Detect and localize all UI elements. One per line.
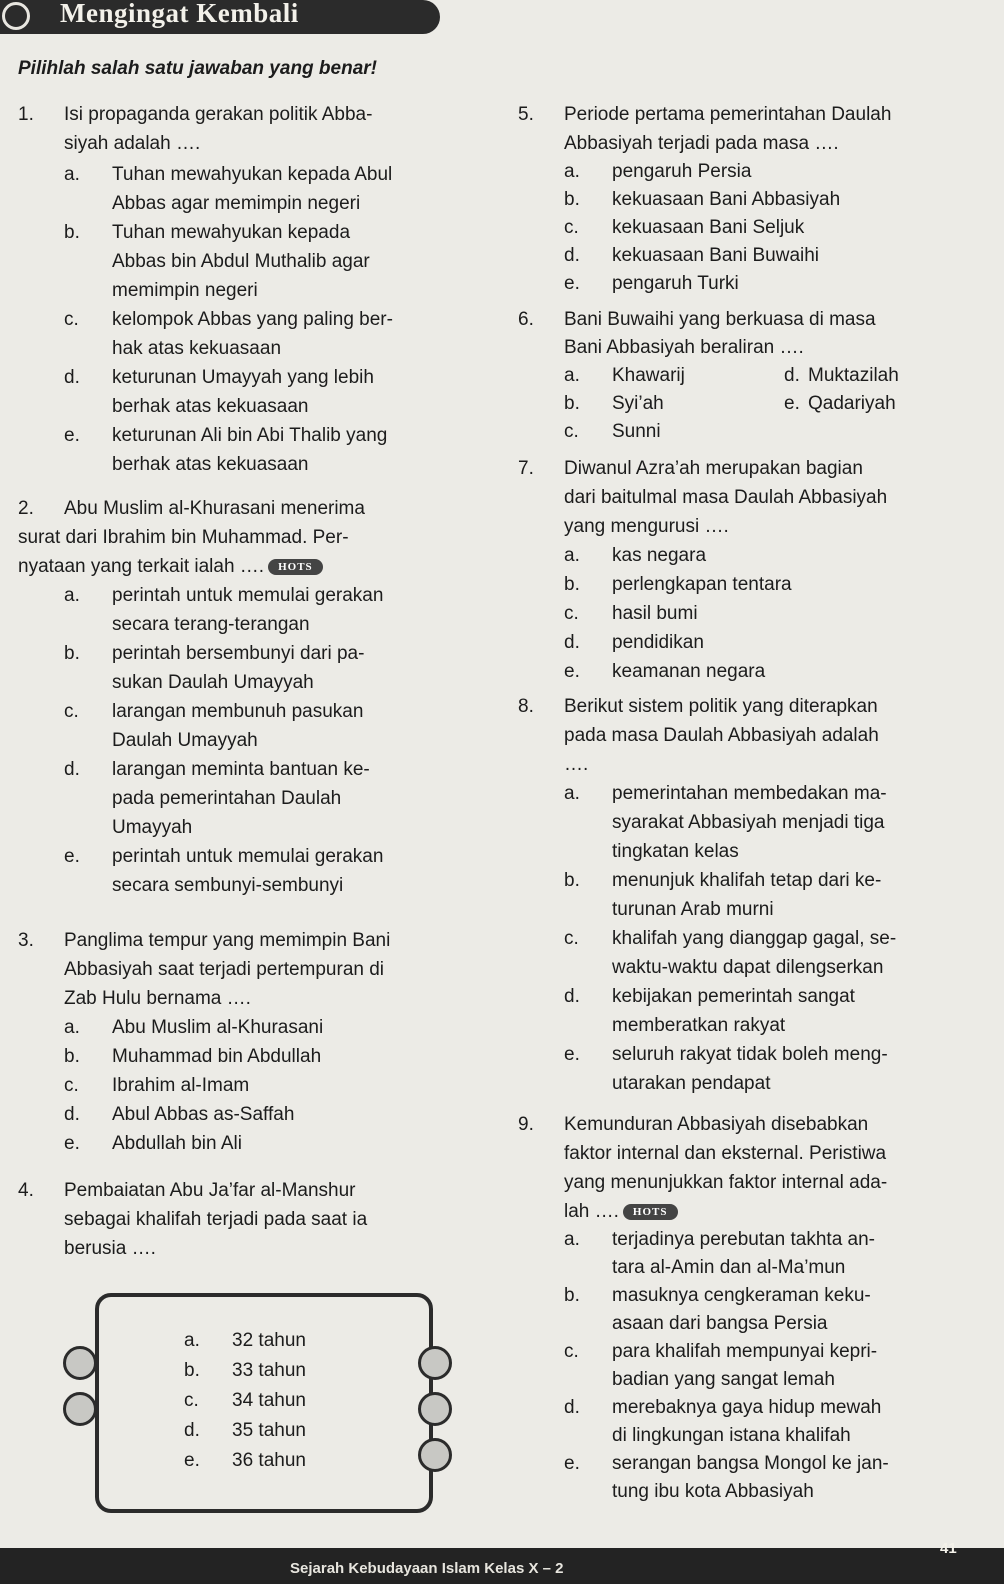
option-letter: e.: [64, 846, 80, 867]
option-text: berhak atas kekuasaan: [112, 454, 309, 475]
option-text: perintah untuk memulai gerakan: [112, 846, 384, 867]
option-letter: c.: [64, 309, 79, 330]
option-c[interactable]: [64, 697, 458, 755]
option-letter: c.: [564, 928, 579, 949]
option-a[interactable]: [564, 779, 958, 866]
option-text: keturunan Ali bin Abi Thalib yang: [112, 425, 388, 446]
frame-bead-icon: [63, 1346, 97, 1380]
option-text: Muhammad bin Abdullah: [112, 1046, 322, 1067]
option-letter: d.: [64, 367, 80, 388]
option-c[interactable]: [564, 1338, 958, 1394]
question-text: surat dari Ibrahim bin Muhammad. Per-: [18, 527, 349, 548]
option-d[interactable]: [564, 982, 958, 1040]
option-text: pada pemerintahan Daulah: [112, 788, 342, 809]
option-letter: d.: [784, 365, 800, 386]
frame-bead-icon: [418, 1438, 452, 1472]
frame-bead-icon: [63, 1392, 97, 1426]
option-text: tung ibu kota Abbasiyah: [612, 1481, 814, 1502]
option-b[interactable]: [64, 639, 458, 697]
page-number: 41: [940, 1540, 957, 1557]
question-text: dari baitulmal masa Daulah Abbasiyah: [564, 487, 888, 508]
option-text: larangan membunuh pasukan: [112, 701, 364, 722]
option-e[interactable]: [64, 842, 458, 900]
option-letter: b.: [564, 574, 580, 595]
option-text: Muktazilah: [808, 365, 899, 386]
option-d[interactable]: [564, 1394, 958, 1450]
option-text: khalifah yang dianggap gagal, se-: [612, 928, 897, 949]
option-text: serangan bangsa Mongol ke jan-: [612, 1453, 889, 1474]
option-letter: e.: [784, 393, 800, 414]
option-letter: c.: [564, 421, 579, 442]
option-letter: b.: [64, 643, 80, 664]
question-4: [18, 1176, 458, 1263]
question-text: nyataan yang terkait ialah ….: [18, 556, 265, 577]
option-text: Abbas agar memimpin negeri: [112, 193, 361, 214]
option-text: 32 tahun: [232, 1330, 306, 1351]
option-letter: e.: [184, 1450, 200, 1471]
option-text: berhak atas kekuasaan: [112, 396, 309, 417]
question-7: [518, 454, 958, 686]
option-text: sukan Daulah Umayyah: [112, 672, 314, 693]
option-b[interactable]: [564, 570, 958, 599]
option-d[interactable]: [784, 362, 899, 390]
option-text: 36 tahun: [232, 1450, 306, 1471]
option-text: masuknya cengkeraman keku-: [612, 1285, 871, 1306]
option-text: Abdullah bin Ali: [112, 1133, 242, 1154]
option-text: merebaknya gaya hidup mewah: [612, 1397, 882, 1418]
option-letter: e.: [564, 1044, 580, 1065]
option-text: terjadinya perebutan takhta an-: [612, 1229, 876, 1250]
frame-bead-icon: [418, 1346, 452, 1380]
frame-bead-icon: [418, 1392, 452, 1426]
option-d[interactable]: [564, 242, 958, 270]
option-text: waktu-waktu dapat dilengserkan: [612, 957, 884, 978]
question-9: [518, 1110, 958, 1506]
question-text: Pembaiatan Abu Ja’far al-Manshur: [64, 1180, 356, 1201]
option-letter: b.: [564, 1285, 580, 1306]
option-text: 33 tahun: [232, 1360, 306, 1381]
option-letter: a.: [64, 585, 80, 606]
section-title: Mengingat Kembali: [60, 0, 299, 28]
option-text: kelompok Abbas yang paling ber-: [112, 309, 393, 330]
option-text: kebijakan pemerintah sangat: [612, 986, 855, 1007]
question-text: lah ….: [564, 1201, 619, 1222]
option-a[interactable]: [64, 1013, 458, 1042]
option-letter: a.: [64, 164, 80, 185]
option-a[interactable]: [64, 581, 458, 639]
option-letter: c.: [184, 1390, 199, 1411]
option-text: Qadariyah: [808, 393, 896, 414]
option-text: Abu Muslim al-Khurasani: [112, 1017, 324, 1038]
option-letter: e.: [564, 1453, 580, 1474]
option-text: secara sembunyi-sembunyi: [112, 875, 344, 896]
option-text: Daulah Umayyah: [112, 730, 258, 751]
option-text: 35 tahun: [232, 1420, 306, 1441]
option-letter: d.: [564, 986, 580, 1007]
option-e[interactable]: [64, 1129, 458, 1158]
question-text: Panglima tempur yang memimpin Bani: [64, 930, 391, 951]
option-text: utarakan pendapat: [612, 1073, 771, 1094]
option-c[interactable]: [564, 599, 958, 628]
option-b[interactable]: [564, 1282, 958, 1338]
question-3: [18, 926, 458, 1158]
question-text: Bani Abbasiyah beraliran ….: [564, 337, 804, 358]
question-5: [518, 100, 958, 298]
option-letter: d.: [564, 1397, 580, 1418]
option-letter: a.: [184, 1330, 200, 1351]
question-text: Diwanul Azra’ah merupakan bagian: [564, 458, 863, 479]
option-letter: e.: [64, 425, 80, 446]
option-letter: a.: [564, 545, 580, 566]
question-8: [518, 692, 958, 1098]
question-number: 6.: [518, 309, 534, 330]
hots-badge: HOTS: [268, 559, 323, 575]
option-text: asaan dari bangsa Persia: [612, 1313, 828, 1334]
option-text: Sunni: [612, 421, 661, 442]
option-letter: a.: [564, 161, 580, 182]
option-b[interactable]: [64, 218, 458, 305]
option-letter: a.: [564, 1229, 580, 1250]
option-letter: a.: [564, 783, 580, 804]
option-letter: c.: [564, 217, 579, 238]
option-letter: c.: [564, 603, 579, 624]
option-e[interactable]: [564, 1450, 958, 1506]
option-e[interactable]: [184, 1446, 414, 1476]
option-text: secara terang-terangan: [112, 614, 310, 635]
question-text: Periode pertama pemerintahan Daulah: [564, 104, 892, 125]
option-e[interactable]: [64, 421, 458, 479]
question-text: faktor internal dan eksternal. Peristiwa: [564, 1143, 887, 1164]
question-number: 4.: [18, 1180, 34, 1201]
option-letter: b.: [64, 1046, 80, 1067]
question-number: 1.: [18, 104, 34, 125]
option-letter: b.: [564, 393, 580, 414]
option-text: badian yang sangat lemah: [612, 1369, 835, 1390]
question-text: Berikut sistem politik yang diterapkan: [564, 696, 878, 717]
option-letter: b.: [564, 870, 580, 891]
option-text: seluruh rakyat tidak boleh meng-: [612, 1044, 888, 1065]
option-text: keturunan Umayyah yang lebih: [112, 367, 374, 388]
option-letter: c.: [64, 701, 79, 722]
question-4-options: [184, 1326, 414, 1476]
option-text: pemerintahan membedakan ma-: [612, 783, 887, 804]
option-letter: b.: [184, 1360, 200, 1381]
option-letter: a.: [564, 365, 580, 386]
option-c[interactable]: [64, 305, 458, 363]
option-text: hak atas kekuasaan: [112, 338, 282, 359]
option-text: Umayyah: [112, 817, 193, 838]
option-letter: c.: [64, 1075, 79, 1096]
option-text: memimpin negeri: [112, 280, 258, 301]
question-2: [18, 494, 458, 900]
question-number: 3.: [18, 930, 34, 951]
option-d[interactable]: [64, 1100, 458, 1129]
option-b[interactable]: [564, 186, 958, 214]
instruction-text: Pilihlah salah satu jawaban yang benar!: [18, 58, 377, 79]
option-letter: b.: [64, 222, 80, 243]
option-text: pendidikan: [612, 632, 704, 653]
question-text: Bani Buwaihi yang berkuasa di masa: [564, 309, 876, 330]
option-b[interactable]: [564, 866, 958, 924]
option-text: kas negara: [612, 545, 707, 566]
question-6: [518, 306, 958, 446]
option-text: tingkatan kelas: [612, 841, 739, 862]
option-d[interactable]: [64, 363, 458, 421]
question-text: yang mengurusi ….: [564, 516, 729, 537]
question-1: [18, 100, 458, 479]
option-c[interactable]: [184, 1386, 414, 1416]
option-a[interactable]: [184, 1326, 414, 1356]
option-letter: e.: [564, 273, 580, 294]
option-letter: d.: [564, 245, 580, 266]
option-e[interactable]: [564, 1040, 958, 1098]
option-letter: e.: [64, 1133, 80, 1154]
option-a[interactable]: [64, 160, 458, 218]
header-circle-icon: [2, 2, 30, 30]
option-text: tara al-Amin dan al-Ma’mun: [612, 1257, 846, 1278]
option-d[interactable]: [564, 628, 958, 657]
question-text: Kemunduran Abbasiyah disebabkan: [564, 1114, 869, 1135]
option-b[interactable]: [564, 390, 664, 418]
option-a[interactable]: [564, 541, 958, 570]
option-e[interactable]: [564, 270, 958, 298]
option-letter: d.: [564, 632, 580, 653]
question-text: Abbasiyah saat terjadi pertempuran di: [64, 959, 385, 980]
option-a[interactable]: [564, 158, 958, 186]
option-text: menunjuk khalifah tetap dari ke-: [612, 870, 882, 891]
option-text: keamanan negara: [612, 661, 766, 682]
option-text: 34 tahun: [232, 1390, 306, 1411]
option-letter: c.: [564, 1341, 579, 1362]
option-a[interactable]: [564, 362, 685, 390]
option-c[interactable]: [64, 1071, 458, 1100]
option-letter: a.: [64, 1017, 80, 1038]
option-text: kekuasaan Bani Seljuk: [612, 217, 805, 238]
option-text: pengaruh Turki: [612, 273, 739, 294]
question-text: Zab Hulu bernama ….: [64, 988, 251, 1009]
option-text: memberatkan rakyat: [612, 1015, 786, 1036]
option-letter: d.: [184, 1420, 200, 1441]
option-text: Abul Abbas as-Saffah: [112, 1104, 295, 1125]
question-text: ….: [564, 754, 589, 775]
option-text: di lingkungan istana khalifah: [612, 1425, 851, 1446]
question-number: 9.: [518, 1114, 534, 1135]
option-text: perlengkapan tentara: [612, 574, 792, 595]
option-e[interactable]: [564, 657, 958, 686]
option-text: kekuasaan Bani Abbasiyah: [612, 189, 841, 210]
option-text: larangan meminta bantuan ke-: [112, 759, 370, 780]
option-c[interactable]: [564, 214, 958, 242]
option-letter: d.: [64, 1104, 80, 1125]
question-text: berusia ….: [64, 1238, 156, 1259]
question-text: siyah adalah ….: [64, 133, 201, 154]
option-letter: e.: [564, 661, 580, 682]
option-e[interactable]: [784, 390, 896, 418]
option-text: Ibrahim al-Imam: [112, 1075, 250, 1096]
option-text: Khawarij: [612, 365, 685, 386]
section-header: [0, 0, 440, 34]
question-number: 8.: [518, 696, 534, 717]
question-number: 5.: [518, 104, 534, 125]
question-number: 7.: [518, 458, 534, 479]
option-letter: b.: [564, 189, 580, 210]
option-d[interactable]: [64, 755, 458, 842]
option-text: turunan Arab murni: [612, 899, 774, 920]
option-d[interactable]: [184, 1416, 414, 1446]
question-text: Abu Muslim al-Khurasani menerima: [64, 498, 365, 519]
option-b[interactable]: [64, 1042, 458, 1071]
question-text: Abbasiyah terjadi pada masa ….: [564, 133, 839, 154]
option-text: Abbas bin Abdul Muthalib agar: [112, 251, 370, 272]
option-text: pengaruh Persia: [612, 161, 752, 182]
question-text: yang menunjukkan faktor internal ada-: [564, 1172, 888, 1193]
option-text: Tuhan mewahyukan kepada Abul: [112, 164, 393, 185]
option-text: perintah untuk memulai gerakan: [112, 585, 384, 606]
option-text: para khalifah mempunyai kepri-: [612, 1341, 878, 1362]
question-text: pada masa Daulah Abbasiyah adalah: [564, 725, 879, 746]
question-text: sebagai khalifah terjadi pada saat ia: [64, 1209, 368, 1230]
option-c[interactable]: [564, 418, 661, 446]
footer-book-title: Sejarah Kebudayaan Islam Kelas X – 2: [290, 1560, 564, 1577]
option-text: kekuasaan Bani Buwaihi: [612, 245, 820, 266]
option-text: Syi’ah: [612, 393, 664, 414]
option-letter: d.: [64, 759, 80, 780]
option-text: syarakat Abbasiyah menjadi tiga: [612, 812, 885, 833]
option-text: hasil bumi: [612, 603, 698, 624]
option-b[interactable]: [184, 1356, 414, 1386]
option-text: perintah bersembunyi dari pa-: [112, 643, 365, 664]
option-text: Tuhan mewahyukan kepada: [112, 222, 351, 243]
option-a[interactable]: [564, 1226, 958, 1282]
hots-badge: HOTS: [623, 1204, 678, 1220]
question-text: Isi propaganda gerakan politik Abba-: [64, 104, 373, 125]
option-c[interactable]: [564, 924, 958, 982]
question-number: 2.: [18, 498, 34, 519]
